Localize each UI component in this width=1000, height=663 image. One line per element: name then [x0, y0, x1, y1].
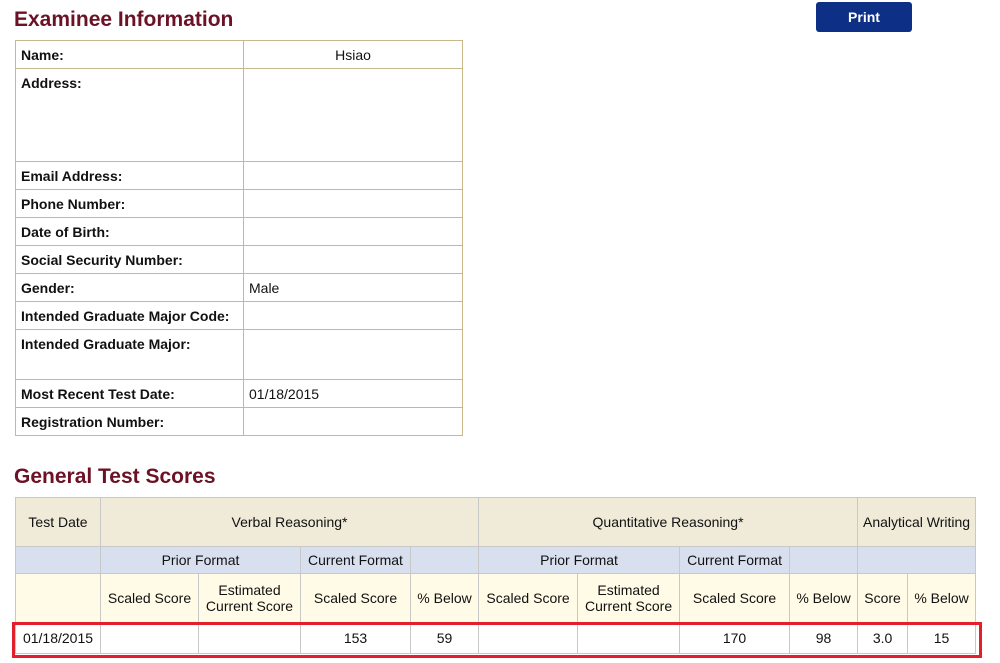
gender-label: Gender: — [16, 274, 244, 302]
examinee-info-table — [15, 40, 463, 436]
quant-pct-below-header: % Below — [790, 574, 858, 623]
major-label: Intended Graduate Major: — [16, 330, 244, 380]
aw-score-header: Score — [858, 574, 908, 623]
registration-value — [244, 408, 463, 436]
major-code-label: Intended Graduate Major Code: — [16, 302, 244, 330]
gender-value: Male — [244, 274, 463, 302]
quant-pct-below: 98 — [790, 623, 858, 654]
score-date: 01/18/2015 — [16, 623, 101, 654]
quant-prior-scaled — [479, 623, 578, 654]
address-value — [244, 69, 463, 162]
subheader-empty — [411, 547, 479, 574]
quant-prior-estimated — [578, 623, 680, 654]
ssn-value — [244, 246, 463, 274]
subheader-empty — [858, 547, 976, 574]
header-test-date: Test Date — [16, 498, 101, 547]
general-test-scores-table — [15, 497, 976, 654]
aw-score: 3.0 — [858, 623, 908, 654]
email-value — [244, 162, 463, 190]
test-date-label: Most Recent Test Date: — [16, 380, 244, 408]
subheader-empty — [790, 547, 858, 574]
general-test-scores-title: General Test Scores — [14, 465, 216, 488]
verbal-prior-scaled-header: Scaled Score — [101, 574, 199, 623]
quant-current-scaled-header: Scaled Score — [680, 574, 790, 623]
ssn-label: Social Security Number: — [16, 246, 244, 274]
major-code-value — [244, 302, 463, 330]
major-value — [244, 330, 463, 380]
dob-label: Date of Birth: — [16, 218, 244, 246]
address-label: Address: — [16, 69, 244, 162]
verbal-prior-estimated — [199, 623, 301, 654]
name-value: Hsiao — [244, 41, 463, 69]
quant-prior-estimated-header: Estimated Current Score — [578, 574, 680, 623]
subheader-empty — [16, 547, 101, 574]
phone-value — [244, 190, 463, 218]
table-row — [16, 623, 976, 654]
quant-prior-format: Prior Format — [479, 547, 680, 574]
quant-current-format: Current Format — [680, 547, 790, 574]
verbal-pct-below: 59 — [411, 623, 479, 654]
email-label: Email Address: — [16, 162, 244, 190]
verbal-current-format: Current Format — [301, 547, 411, 574]
verbal-current-scaled: 153 — [301, 623, 411, 654]
aw-pct-below-header: % Below — [908, 574, 976, 623]
examinee-info-title: Examinee Information — [14, 8, 234, 31]
quant-prior-scaled-header: Scaled Score — [479, 574, 578, 623]
quant-current-scaled: 170 — [680, 623, 790, 654]
header-quant: Quantitative Reasoning* — [479, 498, 858, 547]
print-button[interactable]: Print — [816, 2, 912, 32]
header-verbal: Verbal Reasoning* — [101, 498, 479, 547]
phone-label: Phone Number: — [16, 190, 244, 218]
dob-value — [244, 218, 463, 246]
registration-label: Registration Number: — [16, 408, 244, 436]
verbal-prior-format: Prior Format — [101, 547, 301, 574]
header-analytical: Analytical Writing — [858, 498, 976, 547]
name-label: Name: — [16, 41, 244, 69]
verbal-prior-estimated-header: Estimated Current Score — [199, 574, 301, 623]
verbal-prior-scaled — [101, 623, 199, 654]
verbal-pct-below-header: % Below — [411, 574, 479, 623]
test-date-value: 01/18/2015 — [244, 380, 463, 408]
aw-pct-below: 15 — [908, 623, 976, 654]
col-empty — [16, 574, 101, 623]
verbal-current-scaled-header: Scaled Score — [301, 574, 411, 623]
